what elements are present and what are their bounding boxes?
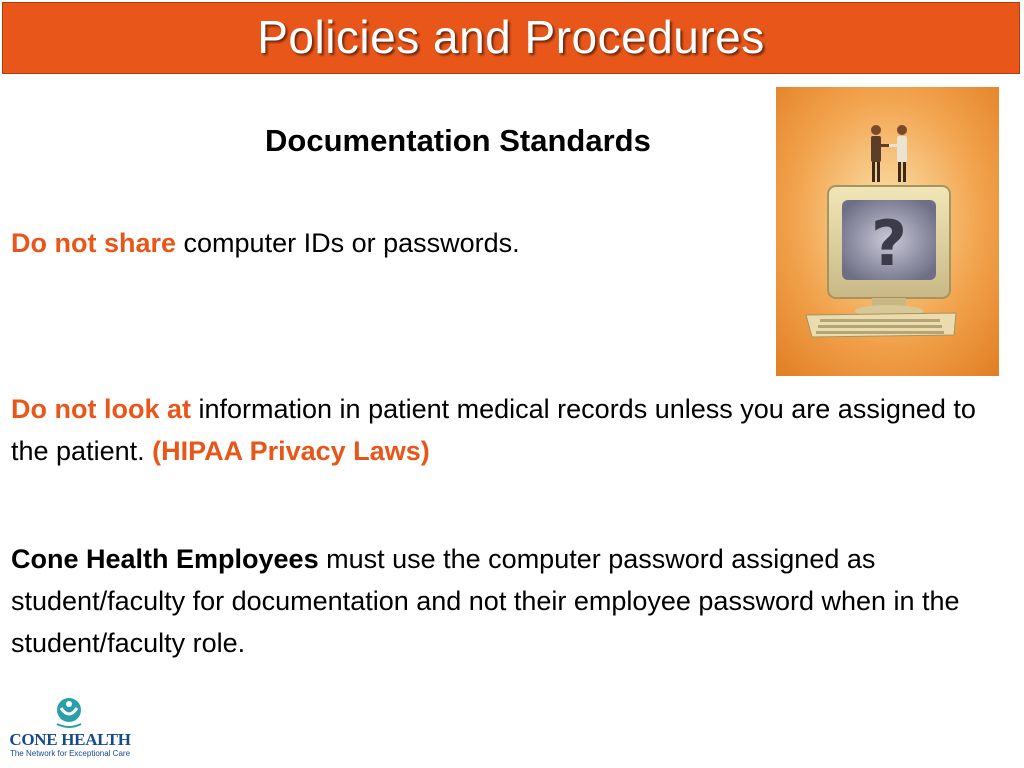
- question-mark-computer-illustration: [776, 87, 999, 376]
- slide-subtitle: Documentation Standards: [265, 123, 651, 158]
- logo-name: CONE HEALTH: [9, 730, 131, 749]
- emphasis-cone-health-employees: Cone Health Employees: [11, 544, 319, 574]
- hipaa-note: (HIPAA Privacy Laws): [152, 436, 430, 466]
- logo-tagline: The Network for Exceptional Care: [9, 749, 131, 758]
- svg-text:?: ?: [871, 207, 907, 280]
- emphasis-do-not-share: Do not share: [11, 228, 177, 258]
- paragraph-cone-health-employees: [11, 538, 971, 664]
- emphasis-do-not-look-at: Do not look at: [11, 394, 191, 424]
- paragraph-text: must use the computer password assigned as student/faculty for documentation and not their employee password when in the student/faculty role.: [11, 544, 960, 658]
- paragraph-text: information in patient medical records unless you are assigned to the patient.: [11, 394, 976, 466]
- paragraph-do-not-look-at: [11, 388, 1001, 472]
- title-bar: [2, 2, 1020, 74]
- paragraph-text: computer IDs or passwords.: [176, 228, 520, 258]
- cone-health-logo: [4, 696, 136, 760]
- slide-title: Policies and Procedures: [257, 11, 765, 63]
- paragraph-do-not-share: [11, 222, 711, 264]
- cone-health-mark-icon: [51, 696, 87, 730]
